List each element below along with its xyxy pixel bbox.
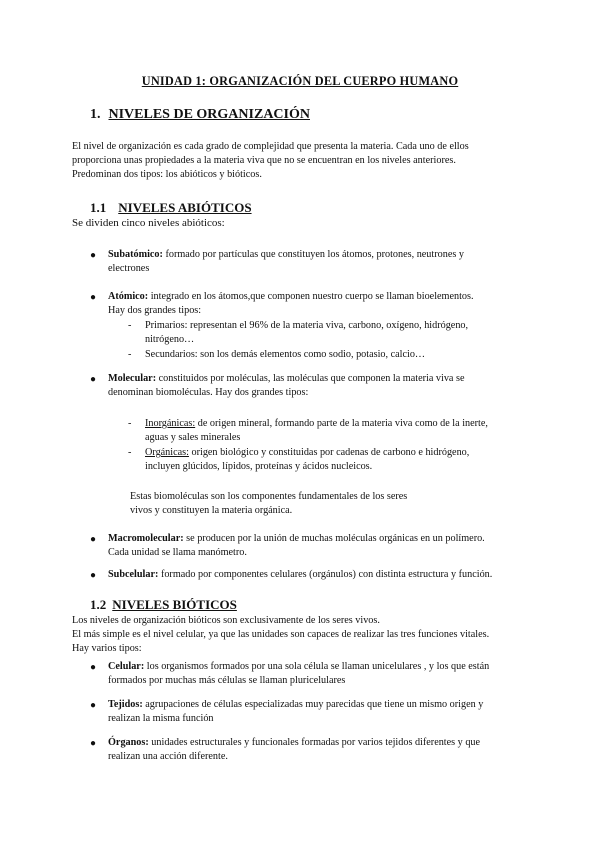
section-1-2-intro-line: Los niveles de organización bióticos son exclusivamente de los seres vivos. xyxy=(72,615,380,626)
section-1-intro-line: proporciona unas propiedades a la materia viva que no se encuentran en los niveles anteriores. xyxy=(72,155,456,166)
list-item-continuation: realizan la misma función xyxy=(108,713,214,724)
term-molecular: Molecular: xyxy=(108,373,157,384)
molecular-note: Estas biomoléculas son los componentes fundamentales de los seres xyxy=(130,491,408,502)
bullet-dot: ● xyxy=(90,662,97,673)
list-item-continuation: formados por muchas más células se llaman pluricelulares xyxy=(108,675,346,686)
section-1-2-number: 1.2 xyxy=(90,597,107,612)
bullet-dot: ● xyxy=(90,250,97,261)
bullet-dot: ● xyxy=(90,534,97,545)
sub-item-inorganicas: Inorgánicas: de origen mineral, formando parte de la materia viva como de la inerte, xyxy=(145,418,488,429)
list-item-tejidos: Tejidos: agrupaciones de células especializadas muy parecidas que tiene un mismo origen y xyxy=(108,699,484,710)
section-1-1-title: NIVELES ABIÓTICOS xyxy=(118,200,252,215)
list-item-continuation: electrones xyxy=(108,263,150,274)
bullet-dot: ● xyxy=(90,570,97,581)
section-1-2-title: NIVELES BIÓTICOS xyxy=(112,597,237,612)
dash-marker: - xyxy=(128,418,132,429)
term-organicas: Orgánicas: xyxy=(145,447,189,458)
section-1-title: NIVELES DE ORGANIZACIÓN xyxy=(108,107,310,122)
list-item-molecular: Molecular: constituidos por moléculas, las moléculas que componen la materia viva se xyxy=(108,373,465,384)
section-1-heading xyxy=(90,107,310,123)
section-1-intro-line: Predominan dos tipos: los abióticos y bióticos. xyxy=(72,169,262,180)
sub-item-continuation: aguas y sales minerales xyxy=(145,432,241,443)
section-1-2-heading xyxy=(90,597,237,613)
term-macromolecular: Macromolecular: xyxy=(108,533,184,544)
section-1-intro-line: El nivel de organización es cada grado de complejidad que presenta la materia. Cada uno de ellos xyxy=(72,141,469,152)
list-item-continuation: realizan una acción diferente. xyxy=(108,751,228,762)
term-tejidos: Tejidos: xyxy=(108,699,143,710)
bullet-dot: ● xyxy=(90,700,97,711)
term-organos: Órganos: xyxy=(108,737,149,748)
sub-item-organicas: Orgánicas: origen biológico y constituidas por cadenas de carbono e hidrógeno, xyxy=(145,447,470,458)
document-title: UNIDAD 1: ORGANIZACIÓN DEL CUERPO HUMANO xyxy=(141,74,459,88)
section-1-1-intro: Se dividen cinco niveles abióticos: xyxy=(72,217,225,229)
list-item-subatomico: Subatómico: formado por partículas que constituyen los átomos, protones, neutrones y xyxy=(108,249,464,260)
bullet-dot: ● xyxy=(90,374,97,385)
term-inorganicas: Inorgánicas: xyxy=(145,418,196,429)
sub-item-continuation: incluyen glúcidos, lípidos, proteínas y ácidos nucleicos. xyxy=(145,461,373,472)
list-item-continuation: denominan biomoléculas. Hay dos grandes tipos: xyxy=(108,387,309,398)
term-atomico: Atómico: xyxy=(108,291,149,302)
sub-item-continuation: nitrógeno… xyxy=(145,334,195,345)
section-1-1-number: 1.1 xyxy=(90,200,107,215)
dash-marker: - xyxy=(128,320,132,331)
sub-item-primarios: Primarios: representan el 96% de la materia viva, carbono, oxígeno, hidrógeno, xyxy=(145,320,469,331)
list-item-atomico: Atómico: integrado en los átomos,que componen nuestro cuerpo se llaman bioelementos. xyxy=(108,291,474,302)
dash-marker: - xyxy=(128,447,132,458)
bullet-dot: ● xyxy=(90,292,97,303)
section-1-2-intro-line: El más simple es el nivel celular, ya que las unidades son capaces de realizar las tres funciones vitales. xyxy=(72,629,490,640)
section-1-2-intro-line: Hay varios tipos: xyxy=(72,643,142,654)
sub-item-secundarios: Secundarios: son los demás elementos como sodio, potasio, calcio… xyxy=(145,349,426,360)
term-celular: Celular: xyxy=(108,661,145,672)
list-item-continuation: Hay dos grandes tipos: xyxy=(108,305,202,316)
term-subcelular: Subcelular: xyxy=(108,569,159,580)
section-1-number: 1. xyxy=(90,107,101,122)
list-item-subcelular: Subcelular: formado por componentes celulares (orgánulos) con distinta estructura y función. xyxy=(108,569,493,580)
molecular-note: vivos y constituyen la materia orgánica. xyxy=(130,505,293,516)
bullet-dot: ● xyxy=(90,738,97,749)
list-item-organos: Órganos: unidades estructurales y funcionales formadas por varios tejidos diferentes y que xyxy=(108,737,481,748)
dash-marker: - xyxy=(128,349,132,360)
term-subatomico: Subatómico: xyxy=(108,249,163,260)
list-item-macromolecular: Macromolecular: se producen por la unión de muchas moléculas orgánicas en un polímero. xyxy=(108,533,485,544)
list-item-continuation: Cada unidad se llama manómetro. xyxy=(108,547,247,558)
section-1-1-heading xyxy=(90,200,252,216)
list-item-celular: Celular: los organismos formados por una sola célula se llaman unicelulares , y los que están xyxy=(108,661,490,672)
